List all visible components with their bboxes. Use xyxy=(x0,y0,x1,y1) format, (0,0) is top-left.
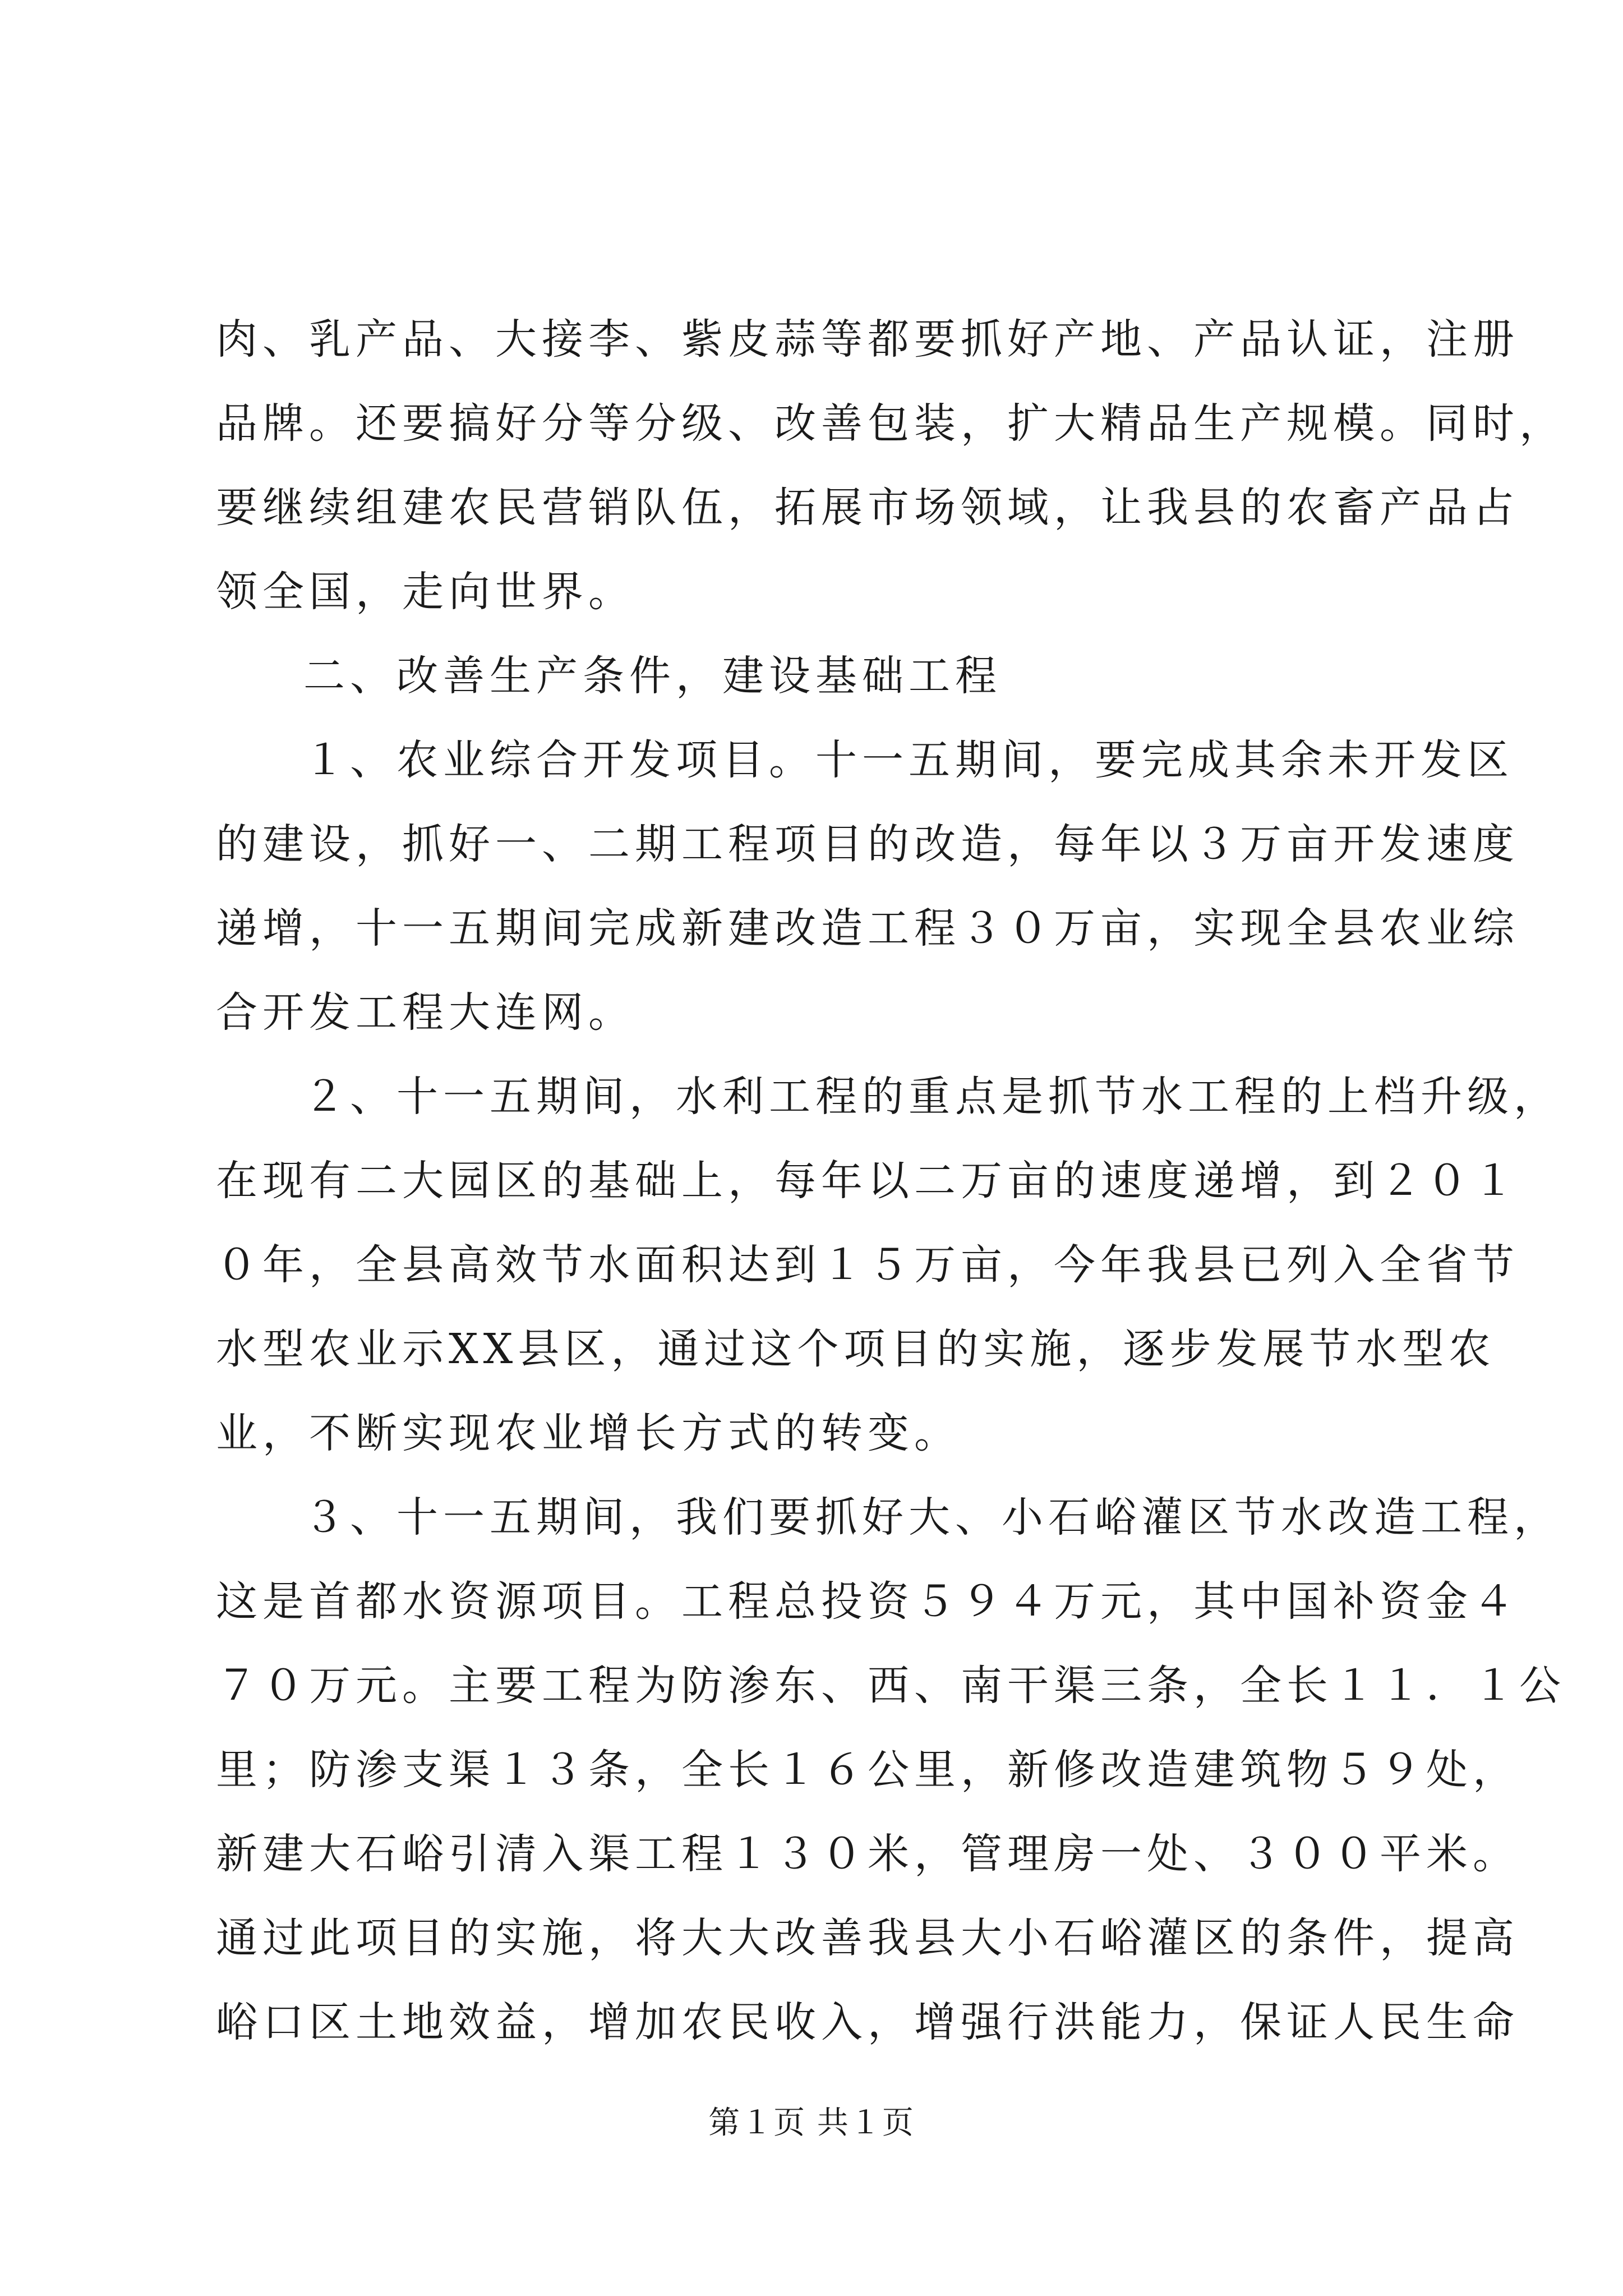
text-line: ０年，全县高效节水面积达到１５万亩，今年我县已列入全省节 xyxy=(216,1241,1519,1289)
text-line: 肉、乳产品、大接李、紫皮蒜等都要抓好产地、产品认证，注册 xyxy=(216,315,1519,364)
text-line: 合开发工程大连网。 xyxy=(216,988,635,1037)
text-line: 这是首都水资源项目。工程总投资５９４万元，其中国补资金４ xyxy=(216,1577,1519,1626)
section-heading: 二、改善生产条件，建设基础工程 xyxy=(303,652,1002,700)
text-line: 峪口区土地效益，增加农民收入，增强行洪能力，保证人民生命 xyxy=(216,1998,1519,2046)
text-line: 里；防渗支渠１３条，全长１６公里，新修改造建筑物５９处， xyxy=(216,1746,1519,1794)
text-line: 要继续组建农民营销队伍，拓展市场领域，让我县的农畜产品占 xyxy=(216,484,1519,532)
text-line: ３、十一五期间，我们要抓好大、小石峪灌区节水改造工程， xyxy=(303,1493,1560,1542)
text-line: 通过此项目的实施，将大大改善我县大小石峪灌区的条件，提高 xyxy=(216,1914,1519,1962)
page-number: 第１页 共１页 xyxy=(708,2105,915,2141)
text-line: 新建大石峪引清入渠工程１３０米，管理房一处、３００平米。 xyxy=(216,1830,1519,1878)
text-line: 品牌。还要搞好分等分级、改善包装，扩大精品生产规模。同时， xyxy=(216,399,1566,448)
document-body xyxy=(216,297,1566,2064)
text-line: 业，不断实现农业增长方式的转变。 xyxy=(216,1409,961,1457)
text-line: １、农业综合开发项目。十一五期间，要完成其余未开发区 xyxy=(303,736,1514,784)
text-line: 水型农业示XX县区，通过这个项目的实施，逐步发展节水型农 xyxy=(216,1325,1496,1373)
text-line: 的建设，抓好一、二期工程项目的改造，每年以３万亩开发速度 xyxy=(216,820,1519,868)
text-line: 领全国，走向世界。 xyxy=(216,568,635,616)
text-line: ２、十一五期间，水利工程的重点是抓节水工程的上档升级， xyxy=(303,1073,1560,1121)
text-line: 在现有二大园区的基础上，每年以二万亩的速度递增，到２０１ xyxy=(216,1157,1519,1205)
text-line: ７０万元。主要工程为防渗东、西、南干渠三条，全长１１．１公 xyxy=(216,1662,1566,1710)
text-line: 递增，十一五期间完成新建改造工程３０万亩，实现全县农业综 xyxy=(216,904,1519,953)
